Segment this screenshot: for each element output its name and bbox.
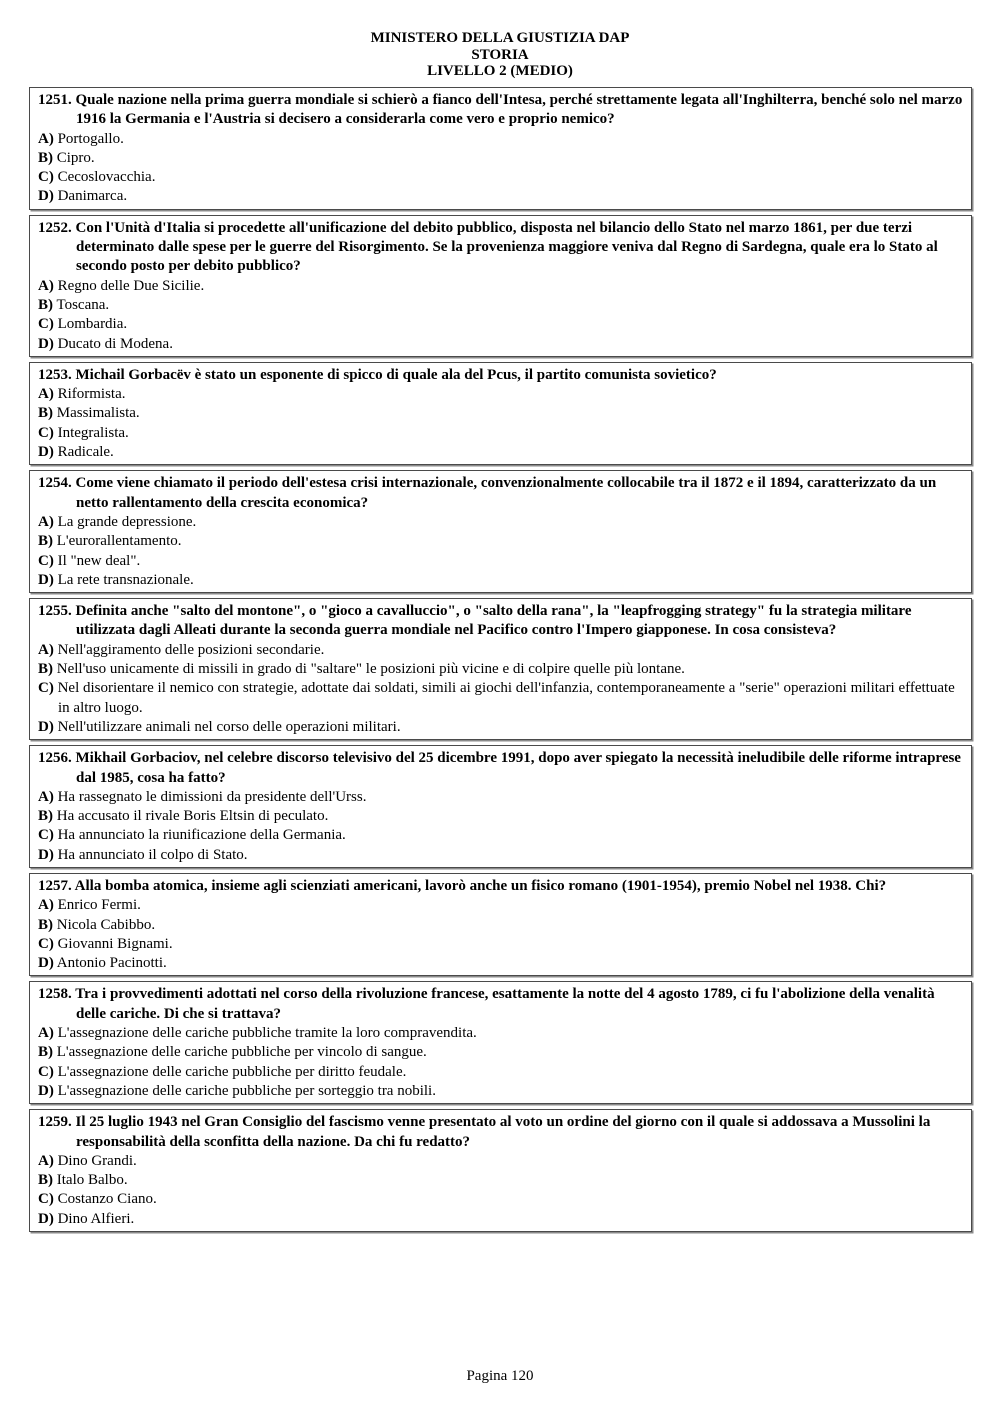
answer-text: Cipro.	[56, 149, 95, 166]
answer-option	[38, 404, 963, 423]
answer-letter: D)	[38, 188, 54, 205]
answer-text: Nell'uso unicamente di missili in grado di "saltare" le posizioni più vicine e di colpire quelle più lontane.	[56, 661, 685, 678]
answer-letter: C)	[38, 1063, 54, 1080]
answer-option	[38, 1210, 963, 1229]
answer-letter: D)	[38, 335, 54, 352]
answer-list	[38, 513, 963, 590]
answer-text: Radicale.	[57, 444, 114, 461]
answer-text: Nicola Cabibbo.	[56, 916, 156, 933]
answer-option	[38, 296, 963, 315]
answer-letter: A)	[38, 788, 54, 805]
answer-option	[38, 846, 963, 865]
answer-text: Costanzo Ciano.	[57, 1191, 157, 1208]
answer-option	[38, 513, 963, 532]
page-header	[0, 30, 1000, 80]
page-footer	[0, 1368, 1000, 1385]
answer-option	[38, 679, 963, 718]
answer-list	[38, 1024, 963, 1101]
page-number: Pagina 120	[466, 1368, 534, 1384]
answer-text: Ha annunciato il colpo di Stato.	[57, 846, 248, 863]
answer-list	[38, 130, 963, 207]
answer-letter: C)	[38, 827, 54, 844]
answer-list	[38, 277, 963, 354]
answer-option	[38, 641, 963, 660]
answer-option	[38, 1152, 963, 1171]
answer-option	[38, 1190, 963, 1209]
answer-letter: A)	[38, 130, 54, 147]
ministry-title: MINISTERO DELLA GIUSTIZIA DAP	[370, 30, 630, 46]
answer-option	[38, 788, 963, 807]
question-text: 1259. Il 25 luglio 1943 nel Gran Consiglio del fascismo venne presentato al voto un ordine del giorno con il quale si addossava a Mussolini la responsabilità della sconfitta della nazione. Da chi fu redatto?	[38, 1114, 931, 1150]
answer-letter: B)	[38, 533, 53, 550]
answer-text: Cecoslovacchia.	[57, 169, 156, 186]
answer-letter: C)	[38, 935, 54, 952]
answer-option	[38, 443, 963, 462]
answer-option	[38, 718, 963, 737]
answer-text: Portogallo.	[57, 130, 124, 147]
answer-text: L'assegnazione delle cariche pubbliche per vincolo di sangue.	[56, 1044, 427, 1061]
answer-option	[38, 935, 963, 954]
question-text: 1252. Con l'Unità d'Italia si procedette all'unificazione del debito pubblico, disposta nel bilancio dello Stato nel marzo 1861, per due terzi determinato dalle spese per le guerre del Risorgimento. Se la provenienza maggiore veniva dal Regno di Sardegna, quale era lo Stato al secondo posto per debito pubblico?	[38, 219, 938, 275]
answer-list	[38, 788, 963, 865]
answer-option	[38, 807, 963, 826]
answer-letter: A)	[38, 513, 54, 530]
answer-option	[38, 424, 963, 443]
answer-option	[38, 130, 963, 149]
answer-text: La grande depressione.	[57, 513, 197, 530]
answer-text: Ducato di Modena.	[57, 335, 173, 352]
answer-list	[38, 641, 963, 737]
subject-title: STORIA	[471, 46, 529, 63]
answer-option	[38, 826, 963, 845]
answer-text: Ha accusato il rivale Boris Eltsin di peculato.	[56, 808, 329, 825]
answer-text: Giovanni Bignami.	[57, 935, 173, 952]
answer-text: Lombardia.	[57, 316, 128, 333]
answer-text: L'eurorallentamento.	[56, 533, 182, 550]
question-list	[29, 87, 972, 1237]
answer-letter: A)	[38, 386, 54, 403]
answer-letter: B)	[38, 1172, 53, 1189]
answer-letter: D)	[38, 1082, 54, 1099]
answer-option	[38, 1043, 963, 1062]
question-box	[29, 362, 972, 465]
answer-letter: D)	[38, 1210, 54, 1227]
level-title: LIVELLO 2 (MEDIO)	[427, 63, 573, 79]
answer-list	[38, 1152, 963, 1229]
answer-letter: A)	[38, 897, 54, 914]
answer-letter: C)	[38, 424, 54, 441]
question-text: 1253. Michail Gorbacëv è stato un esponente di spicco di quale ala del Pcus, il partito comunista sovietico?	[38, 366, 717, 383]
answer-letter: D)	[38, 444, 54, 461]
answer-option	[38, 277, 963, 296]
answer-letter: D)	[38, 955, 54, 972]
answer-text: Italo Balbo.	[56, 1172, 128, 1189]
answer-text: Dino Grandi.	[57, 1152, 137, 1169]
question-text: 1251. Quale nazione nella prima guerra mondiale si schierò a fianco dell'Intesa, perché strettamente legata all'Inghilterra, benché solo nel marzo 1916 la Germania e l'Austria si decisero a considerarla come vero e proprio nemico?	[38, 92, 963, 128]
question-text: 1257. Alla bomba atomica, insieme agli scienziati americani, lavorò anche un fisico romano (1901-1954), premio Nobel nel 1938. Chi?	[38, 877, 887, 894]
answer-letter: B)	[38, 916, 53, 933]
answer-list	[38, 385, 963, 462]
answer-text: Nell'utilizzare animali nel corso delle operazioni militari.	[57, 718, 401, 735]
answer-option	[38, 385, 963, 404]
answer-letter: B)	[38, 149, 53, 166]
answer-option	[38, 571, 963, 590]
answer-text: Danimarca.	[57, 188, 128, 205]
answer-option	[38, 315, 963, 334]
question-box	[29, 873, 972, 976]
answer-letter: C)	[38, 316, 54, 333]
answer-text: L'assegnazione delle cariche pubbliche per sorteggio tra nobili.	[57, 1082, 436, 1099]
question-box	[29, 215, 972, 357]
answer-letter: B)	[38, 808, 53, 825]
question-text: 1255. Definita anche "salto del montone", o "gioco a cavalluccio", o "salto della rana", la "leapfrogging strategy" fu la strategia militare utilizzata dagli Alleati durante la seconda guerra mondiale nel Pacifico contro l'Impero giapponese. In cosa consisteva?	[38, 603, 912, 639]
question-box	[29, 598, 972, 740]
answer-letter: C)	[38, 1191, 54, 1208]
answer-text: Ha annunciato la riunificazione della Germania.	[57, 827, 346, 844]
question-box	[29, 1109, 972, 1232]
answer-option	[38, 532, 963, 551]
answer-text: La rete transnazionale.	[57, 571, 194, 588]
answer-text: L'assegnazione delle cariche pubbliche tramite la loro compravendita.	[57, 1025, 477, 1042]
answer-text: L'assegnazione delle cariche pubbliche per diritto feudale.	[57, 1063, 407, 1080]
answer-option	[38, 149, 963, 168]
answer-option	[38, 168, 963, 187]
question-box	[29, 470, 972, 593]
answer-text: Regno delle Due Sicilie.	[57, 277, 205, 294]
answer-letter: C)	[38, 680, 54, 697]
answer-text: Nel disorientare il nemico con strategie, adottate dai soldati, simili ai giochi dell'infanzia, contemporaneamente a "serie" operazioni militari effettuate in altro luogo.	[57, 680, 955, 716]
question-text: 1254. Come viene chiamato il periodo dell'estesa crisi internazionale, convenzionalmente collocabile tra il 1872 e il 1894, caratterizzato da un netto rallentamento della crescita economica?	[38, 475, 937, 511]
answer-option	[38, 1171, 963, 1190]
answer-text: Dino Alfieri.	[57, 1210, 135, 1227]
answer-letter: B)	[38, 661, 53, 678]
answer-letter: A)	[38, 277, 54, 294]
answer-text: Massimalista.	[56, 405, 140, 422]
answer-letter: B)	[38, 1044, 53, 1061]
answer-letter: C)	[38, 552, 54, 569]
question-box	[29, 87, 972, 210]
answer-option	[38, 1082, 963, 1101]
answer-letter: A)	[38, 641, 54, 658]
answer-letter: D)	[38, 571, 54, 588]
answer-option	[38, 916, 963, 935]
answer-option	[38, 896, 963, 915]
answer-letter: A)	[38, 1025, 54, 1042]
answer-letter: D)	[38, 846, 54, 863]
answer-text: Nell'aggiramento delle posizioni secondarie.	[57, 641, 325, 658]
answer-letter: B)	[38, 296, 53, 313]
question-text: 1256. Mikhail Gorbaciov, nel celebre discorso televisivo del 25 dicembre 1991, dopo aver spiegato la necessità ineludibile delle riforme intraprese dal 1985, cosa ha fatto?	[38, 750, 961, 786]
question-box	[29, 745, 972, 868]
answer-letter: B)	[38, 405, 53, 422]
answer-letter: A)	[38, 1152, 54, 1169]
answer-text: Ha rassegnato le dimissioni da presidente dell'Urss.	[57, 788, 367, 805]
answer-option	[38, 1024, 963, 1043]
answer-option	[38, 954, 963, 973]
answer-option	[38, 660, 963, 679]
answer-text: Enrico Fermi.	[57, 897, 141, 914]
answer-option	[38, 335, 963, 354]
answer-text: Integralista.	[57, 424, 129, 441]
question-text: 1258. Tra i provvedimenti adottati nel corso della rivoluzione francese, esattamente la notte del 4 agosto 1789, ci fu l'abolizione della venalità delle cariche. Di che si trattava?	[38, 986, 935, 1022]
answer-list	[38, 896, 963, 973]
question-box	[29, 981, 972, 1104]
answer-text: Riformista.	[57, 386, 126, 403]
answer-text: Toscana.	[56, 296, 110, 313]
answer-text: Antonio Pacinotti.	[56, 955, 167, 972]
answer-letter: C)	[38, 169, 54, 186]
answer-text: Il "new deal".	[57, 552, 141, 569]
answer-option	[38, 552, 963, 571]
answer-option	[38, 1063, 963, 1082]
answer-option	[38, 187, 963, 206]
answer-letter: D)	[38, 718, 54, 735]
